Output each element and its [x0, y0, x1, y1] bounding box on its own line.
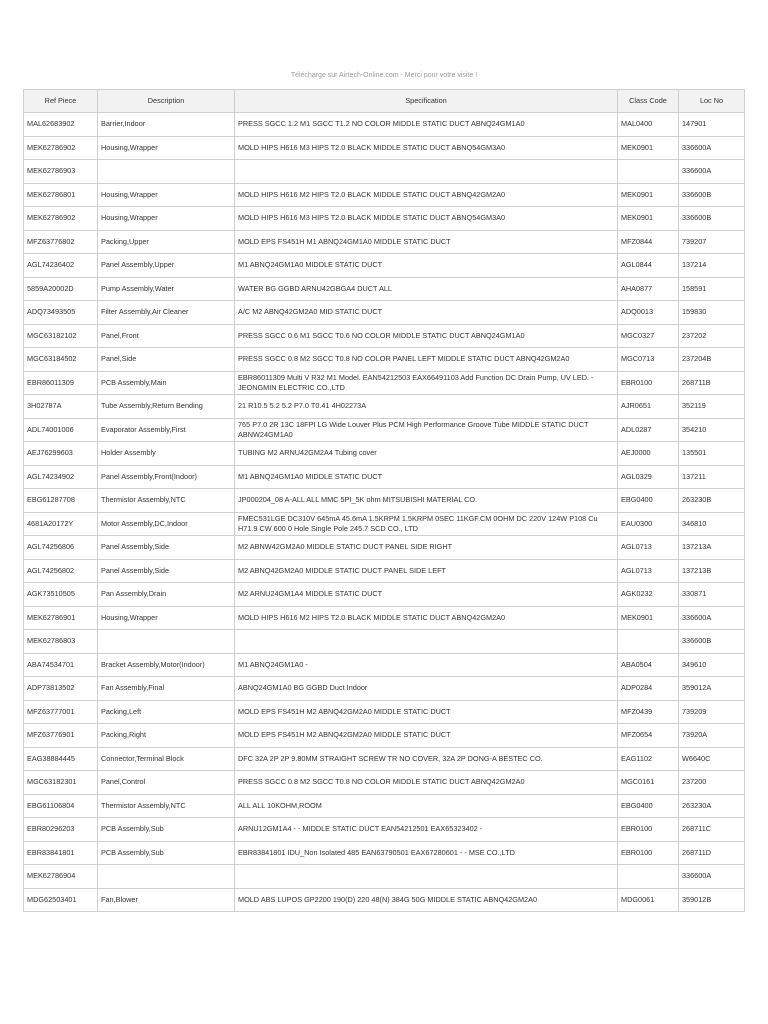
cell-class-code: EBR0100 [618, 371, 679, 395]
cell-loc-no: 237204B [679, 348, 745, 372]
cell-class-code: ADP0284 [618, 677, 679, 701]
cell-loc-no: 263230A [679, 794, 745, 818]
table-row [24, 794, 745, 818]
cell-class-code: ABA0504 [618, 653, 679, 677]
cell-ref: AGL74256802 [24, 559, 98, 583]
column-header-loc-no: Loc No [679, 90, 745, 113]
cell-loc-no: 73920A [679, 724, 745, 748]
cell-ref: ABA74534701 [24, 653, 98, 677]
cell-specification: M1 ABNQ24GM1A0 MIDDLE STATIC DUCT [235, 465, 618, 489]
cell-ref: MEK62786803 [24, 630, 98, 654]
cell-specification: MOLD EPS FS451H M2 ABNQ42GM2A0 MIDDLE STATIC DUCT [235, 700, 618, 724]
cell-ref: ADP73813502 [24, 677, 98, 701]
cell-ref: AGL74236402 [24, 254, 98, 278]
cell-class-code: MGC0713 [618, 348, 679, 372]
cell-ref: 4681A20172Y [24, 512, 98, 536]
cell-class-code: MEK0901 [618, 136, 679, 160]
table-row [24, 536, 745, 560]
cell-ref: EBR86011309 [24, 371, 98, 395]
table-row [24, 724, 745, 748]
cell-ref: MEK62786904 [24, 865, 98, 889]
cell-class-code [618, 630, 679, 654]
cell-loc-no: 137211 [679, 465, 745, 489]
cell-ref: ADL74001006 [24, 418, 98, 442]
cell-specification: EBR86011309 Multi V R32 M1 Model. EAN54212503 EAX66491103 Add Function DC Drain Pump, UV LED. - JEONGMIN ELECTRIC CO.,LTD [235, 371, 618, 395]
cell-description: Connector,Terminal Block [98, 747, 235, 771]
table-row [24, 888, 745, 912]
cell-description: Tube Assembly,Return Bending [98, 395, 235, 419]
table-row [24, 512, 745, 536]
cell-loc-no: 137213B [679, 559, 745, 583]
table-row [24, 207, 745, 231]
cell-class-code: MFZ0844 [618, 230, 679, 254]
cell-loc-no: 268711B [679, 371, 745, 395]
cell-loc-no: 268711C [679, 818, 745, 842]
table-row [24, 747, 745, 771]
cell-class-code: MAL0400 [618, 113, 679, 137]
cell-specification: PRESS SGCC 0.8 M2 SGCC T0.8 NO COLOR MIDDLE STATIC DUCT ABNQ42GM2A0 [235, 771, 618, 795]
cell-loc-no: 359012A [679, 677, 745, 701]
table-row [24, 324, 745, 348]
table-row [24, 677, 745, 701]
cell-class-code: EBR0100 [618, 841, 679, 865]
table-row [24, 277, 745, 301]
table-row [24, 653, 745, 677]
cell-specification: PRESS SGCC 0.8 M2 SGCC T0.8 NO COLOR PANEL LEFT MIDDLE STATIC DUCT ABNQ42GM2A0 [235, 348, 618, 372]
cell-class-code: AHA0877 [618, 277, 679, 301]
cell-ref: MAL62683902 [24, 113, 98, 137]
cell-class-code: AGL0713 [618, 559, 679, 583]
cell-description: Housing,Wrapper [98, 183, 235, 207]
cell-specification [235, 865, 618, 889]
cell-description: Bracket Assembly,Motor(Indoor) [98, 653, 235, 677]
table-row [24, 583, 745, 607]
cell-description: Housing,Wrapper [98, 136, 235, 160]
cell-description: Holder Assembly [98, 442, 235, 466]
cell-specification: ABNQ24GM1A0 BG GGBD Duct Indoor [235, 677, 618, 701]
cell-specification: MOLD EPS FS451H M1 ABNQ24GM1A0 MIDDLE STATIC DUCT [235, 230, 618, 254]
table-row [24, 183, 745, 207]
cell-ref: EBR80296203 [24, 818, 98, 842]
cell-description [98, 160, 235, 184]
cell-class-code: EBG0400 [618, 794, 679, 818]
cell-loc-no: 336600B [679, 183, 745, 207]
cell-ref: MEK62786901 [24, 606, 98, 630]
cell-ref: MGC63182301 [24, 771, 98, 795]
cell-description: PCB Assembly,Main [98, 371, 235, 395]
cell-ref: EBG61106804 [24, 794, 98, 818]
cell-ref: AEJ76299603 [24, 442, 98, 466]
cell-class-code: AGL0844 [618, 254, 679, 278]
cell-ref: MEK62786903 [24, 160, 98, 184]
cell-ref: MFZ63776802 [24, 230, 98, 254]
cell-specification: MOLD HIPS H616 M3 HIPS T2.0 BLACK MIDDLE STATIC DUCT ABNQ54GM3A0 [235, 136, 618, 160]
cell-loc-no: 739207 [679, 230, 745, 254]
cell-specification: MOLD ABS LUPOS GP2200 190(D) 220 48(N) 384G 50G MIDDLE STATIC ABNQ42GM2A0 [235, 888, 618, 912]
table-header-row [24, 90, 745, 113]
cell-description [98, 630, 235, 654]
table-row [24, 348, 745, 372]
cell-specification: WATER BG GGBD ARNU42GBGA4 DUCT ALL [235, 277, 618, 301]
cell-description: Packing,Right [98, 724, 235, 748]
cell-description: Panel,Side [98, 348, 235, 372]
table-row [24, 301, 745, 325]
cell-specification: 765 P7.0 2R 13C 18FPI LG Wide Louver Plus PCM High Performance Groove Tube MIDDLE STATIC DUCT ABNW24GM1A0 [235, 418, 618, 442]
cell-class-code: ADQ0013 [618, 301, 679, 325]
cell-loc-no: 359012B [679, 888, 745, 912]
cell-description: Housing,Wrapper [98, 606, 235, 630]
cell-ref: MEK62786902 [24, 136, 98, 160]
table-row [24, 818, 745, 842]
cell-class-code: MEK0901 [618, 207, 679, 231]
cell-class-code [618, 865, 679, 889]
cell-description: Panel Assembly,Side [98, 559, 235, 583]
cell-loc-no: 137214 [679, 254, 745, 278]
table-row [24, 371, 745, 395]
cell-description: Evaporator Assembly,First [98, 418, 235, 442]
cell-specification: ALL ALL 10KOHM,ROOM [235, 794, 618, 818]
cell-specification: M2 ARNU24GM1A4 MIDDLE STATIC DUCT [235, 583, 618, 607]
table-row [24, 136, 745, 160]
cell-specification: M2 ABNQ42GM2A0 MIDDLE STATIC DUCT PANEL SIDE LEFT [235, 559, 618, 583]
cell-loc-no: 330871 [679, 583, 745, 607]
table-row [24, 700, 745, 724]
cell-ref: MEK62786801 [24, 183, 98, 207]
table-row [24, 771, 745, 795]
cell-loc-no: 352119 [679, 395, 745, 419]
table-row [24, 395, 745, 419]
cell-specification: MOLD HIPS H616 M2 HIPS T2.0 BLACK MIDDLE STATIC DUCT ABNQ42GM2A0 [235, 183, 618, 207]
table-row [24, 606, 745, 630]
cell-loc-no: 336600A [679, 160, 745, 184]
cell-description [98, 865, 235, 889]
cell-description: Panel Assembly,Upper [98, 254, 235, 278]
cell-loc-no: 346810 [679, 512, 745, 536]
table-row [24, 489, 745, 513]
table-row [24, 254, 745, 278]
cell-description: Barrier,Indoor [98, 113, 235, 137]
cell-ref: AGL74256806 [24, 536, 98, 560]
cell-class-code: MEK0901 [618, 606, 679, 630]
table-row [24, 865, 745, 889]
cell-description: Packing,Left [98, 700, 235, 724]
cell-loc-no: 237200 [679, 771, 745, 795]
cell-class-code: EBR0100 [618, 818, 679, 842]
cell-loc-no: 237202 [679, 324, 745, 348]
cell-specification: M2 ABNW42GM2A0 MIDDLE STATIC DUCT PANEL SIDE RIGHT [235, 536, 618, 560]
cell-description: Pump Assembly,Water [98, 277, 235, 301]
cell-specification: M1 ABNQ24GM1A0 MIDDLE STATIC DUCT [235, 254, 618, 278]
table-row [24, 160, 745, 184]
cell-description: Pan Assembly,Drain [98, 583, 235, 607]
cell-specification: A/C M2 ABNQ42GM2A0 MID STATIC DUCT [235, 301, 618, 325]
cell-ref: ADQ73493505 [24, 301, 98, 325]
cell-class-code: MGC0161 [618, 771, 679, 795]
column-header-ref: Ref Piece [24, 90, 98, 113]
cell-specification: PRESS SGCC 1.2 M1 SGCC T1.2 NO COLOR MIDDLE STATIC DUCT ABNQ24GM1A0 [235, 113, 618, 137]
table-row [24, 442, 745, 466]
cell-ref: EBG61287708 [24, 489, 98, 513]
cell-description: Housing,Wrapper [98, 207, 235, 231]
column-header-class-code: Class Code [618, 90, 679, 113]
cell-class-code: MFZ0654 [618, 724, 679, 748]
cell-specification: EBR83841801 IDU_Non Isolated 485 EAN63790501 EAX67280601 - - MSE CO.,LTD [235, 841, 618, 865]
table-row [24, 113, 745, 137]
cell-class-code: AGL0329 [618, 465, 679, 489]
table-row [24, 418, 745, 442]
cell-class-code: MDG0061 [618, 888, 679, 912]
cell-specification: 21 R10.5 5.2 5.2 P7.0 T0.41 4H02273A [235, 395, 618, 419]
cell-specification [235, 160, 618, 184]
cell-specification: M1 ABNQ24GM1A0 - [235, 653, 618, 677]
cell-ref: MGC63182102 [24, 324, 98, 348]
cell-specification: MOLD EPS FS451H M2 ABNQ42GM2A0 MIDDLE STATIC DUCT [235, 724, 618, 748]
cell-ref: AGK73510505 [24, 583, 98, 607]
cell-ref: EAG38884445 [24, 747, 98, 771]
cell-loc-no: 263230B [679, 489, 745, 513]
table-row [24, 465, 745, 489]
cell-ref: MGC63184502 [24, 348, 98, 372]
cell-class-code: AEJ0000 [618, 442, 679, 466]
cell-description: Panel Assembly,Side [98, 536, 235, 560]
cell-specification: ARNU12GM1A4 - - MIDDLE STATIC DUCT EAN54212501 EAX65323402 - [235, 818, 618, 842]
cell-loc-no: 135501 [679, 442, 745, 466]
cell-loc-no: 354210 [679, 418, 745, 442]
cell-specification: PRESS SGCC 0.6 M1 SGCC T0.6 NO COLOR MIDDLE STATIC DUCT ABNQ24GM1A0 [235, 324, 618, 348]
cell-ref: MDG62503401 [24, 888, 98, 912]
cell-loc-no: 336600A [679, 865, 745, 889]
cell-description: Motor Assembly,DC,Indoor [98, 512, 235, 536]
table-row [24, 841, 745, 865]
cell-class-code: MEK0901 [618, 183, 679, 207]
cell-loc-no: 137213A [679, 536, 745, 560]
cell-description: Packing,Upper [98, 230, 235, 254]
cell-specification [235, 630, 618, 654]
cell-description: Panel Assembly,Front(Indoor) [98, 465, 235, 489]
cell-description: Panel,Control [98, 771, 235, 795]
cell-ref: EBR83841801 [24, 841, 98, 865]
cell-ref: 5859A20002D [24, 277, 98, 301]
cell-loc-no: 336600A [679, 136, 745, 160]
cell-loc-no: 159830 [679, 301, 745, 325]
cell-specification: MOLD HIPS H616 M2 HIPS T2.0 BLACK MIDDLE STATIC DUCT ABNQ42GM2A0 [235, 606, 618, 630]
cell-specification: FMEC531LGE DC310V 645mA 45.6mA 1.5KRPM 1.5KRPM 0SEC 11KGF.CM 0OHM DC 220V 124W P108 Cu H71.9 CW 600 0 Hole Single Pole 245.7 SCD CO., LTD [235, 512, 618, 536]
column-header-description: Description [98, 90, 235, 113]
cell-ref: 3H02787A [24, 395, 98, 419]
cell-loc-no: 147901 [679, 113, 745, 137]
cell-loc-no: 349610 [679, 653, 745, 677]
cell-ref: AGL74234902 [24, 465, 98, 489]
cell-description: PCB Assembly,Sub [98, 818, 235, 842]
cell-loc-no: 158591 [679, 277, 745, 301]
cell-class-code [618, 160, 679, 184]
parts-table [23, 89, 745, 912]
cell-loc-no: 739209 [679, 700, 745, 724]
cell-specification: JP000204_08 A-ALL ALL MMC 5PI_5K ohm MITSUBISHI MATERIAL CO. [235, 489, 618, 513]
cell-loc-no: 268711D [679, 841, 745, 865]
cell-ref: MFZ63777001 [24, 700, 98, 724]
cell-class-code: AJR0651 [618, 395, 679, 419]
cell-loc-no: 336600B [679, 630, 745, 654]
cell-class-code: EBG0400 [618, 489, 679, 513]
cell-description: Panel,Front [98, 324, 235, 348]
cell-loc-no: 336600A [679, 606, 745, 630]
cell-class-code: AGK0232 [618, 583, 679, 607]
table-row [24, 559, 745, 583]
cell-description: Thermistor Assembly,NTC [98, 489, 235, 513]
table-row [24, 230, 745, 254]
cell-loc-no: W6640C [679, 747, 745, 771]
cell-class-code: MFZ0439 [618, 700, 679, 724]
cell-description: Thermistor Assembly,NTC [98, 794, 235, 818]
cell-specification: DFC 32A 2P 2P 9.80MM STRAIGHT SCREW TR NO COVER, 32A 2P DONG-A BESTEC CO. [235, 747, 618, 771]
cell-class-code: MGC0327 [618, 324, 679, 348]
cell-description: Fan Assembly,Final [98, 677, 235, 701]
cell-ref: MFZ63776901 [24, 724, 98, 748]
cell-class-code: ADL0287 [618, 418, 679, 442]
cell-loc-no: 336600B [679, 207, 745, 231]
table-row [24, 630, 745, 654]
cell-description: Filter Assembly,Air Cleaner [98, 301, 235, 325]
cell-class-code: AGL0713 [618, 536, 679, 560]
table-body [24, 113, 745, 912]
cell-specification: MOLD HIPS H616 M3 HIPS T2.0 BLACK MIDDLE STATIC DUCT ABNQ54GM3A0 [235, 207, 618, 231]
cell-description: PCB Assembly,Sub [98, 841, 235, 865]
cell-description: Fan,Blower [98, 888, 235, 912]
header-note: Télécharge sur Airtech-Online.com - Merci pour votre visite ! [290, 72, 478, 79]
cell-class-code: EAU0300 [618, 512, 679, 536]
cell-specification: TUBING M2 ARNU42GM2A4 Tubing cover [235, 442, 618, 466]
column-header-specification: Specification [235, 90, 618, 113]
cell-class-code: EAG1102 [618, 747, 679, 771]
cell-ref: MEK62786902 [24, 207, 98, 231]
